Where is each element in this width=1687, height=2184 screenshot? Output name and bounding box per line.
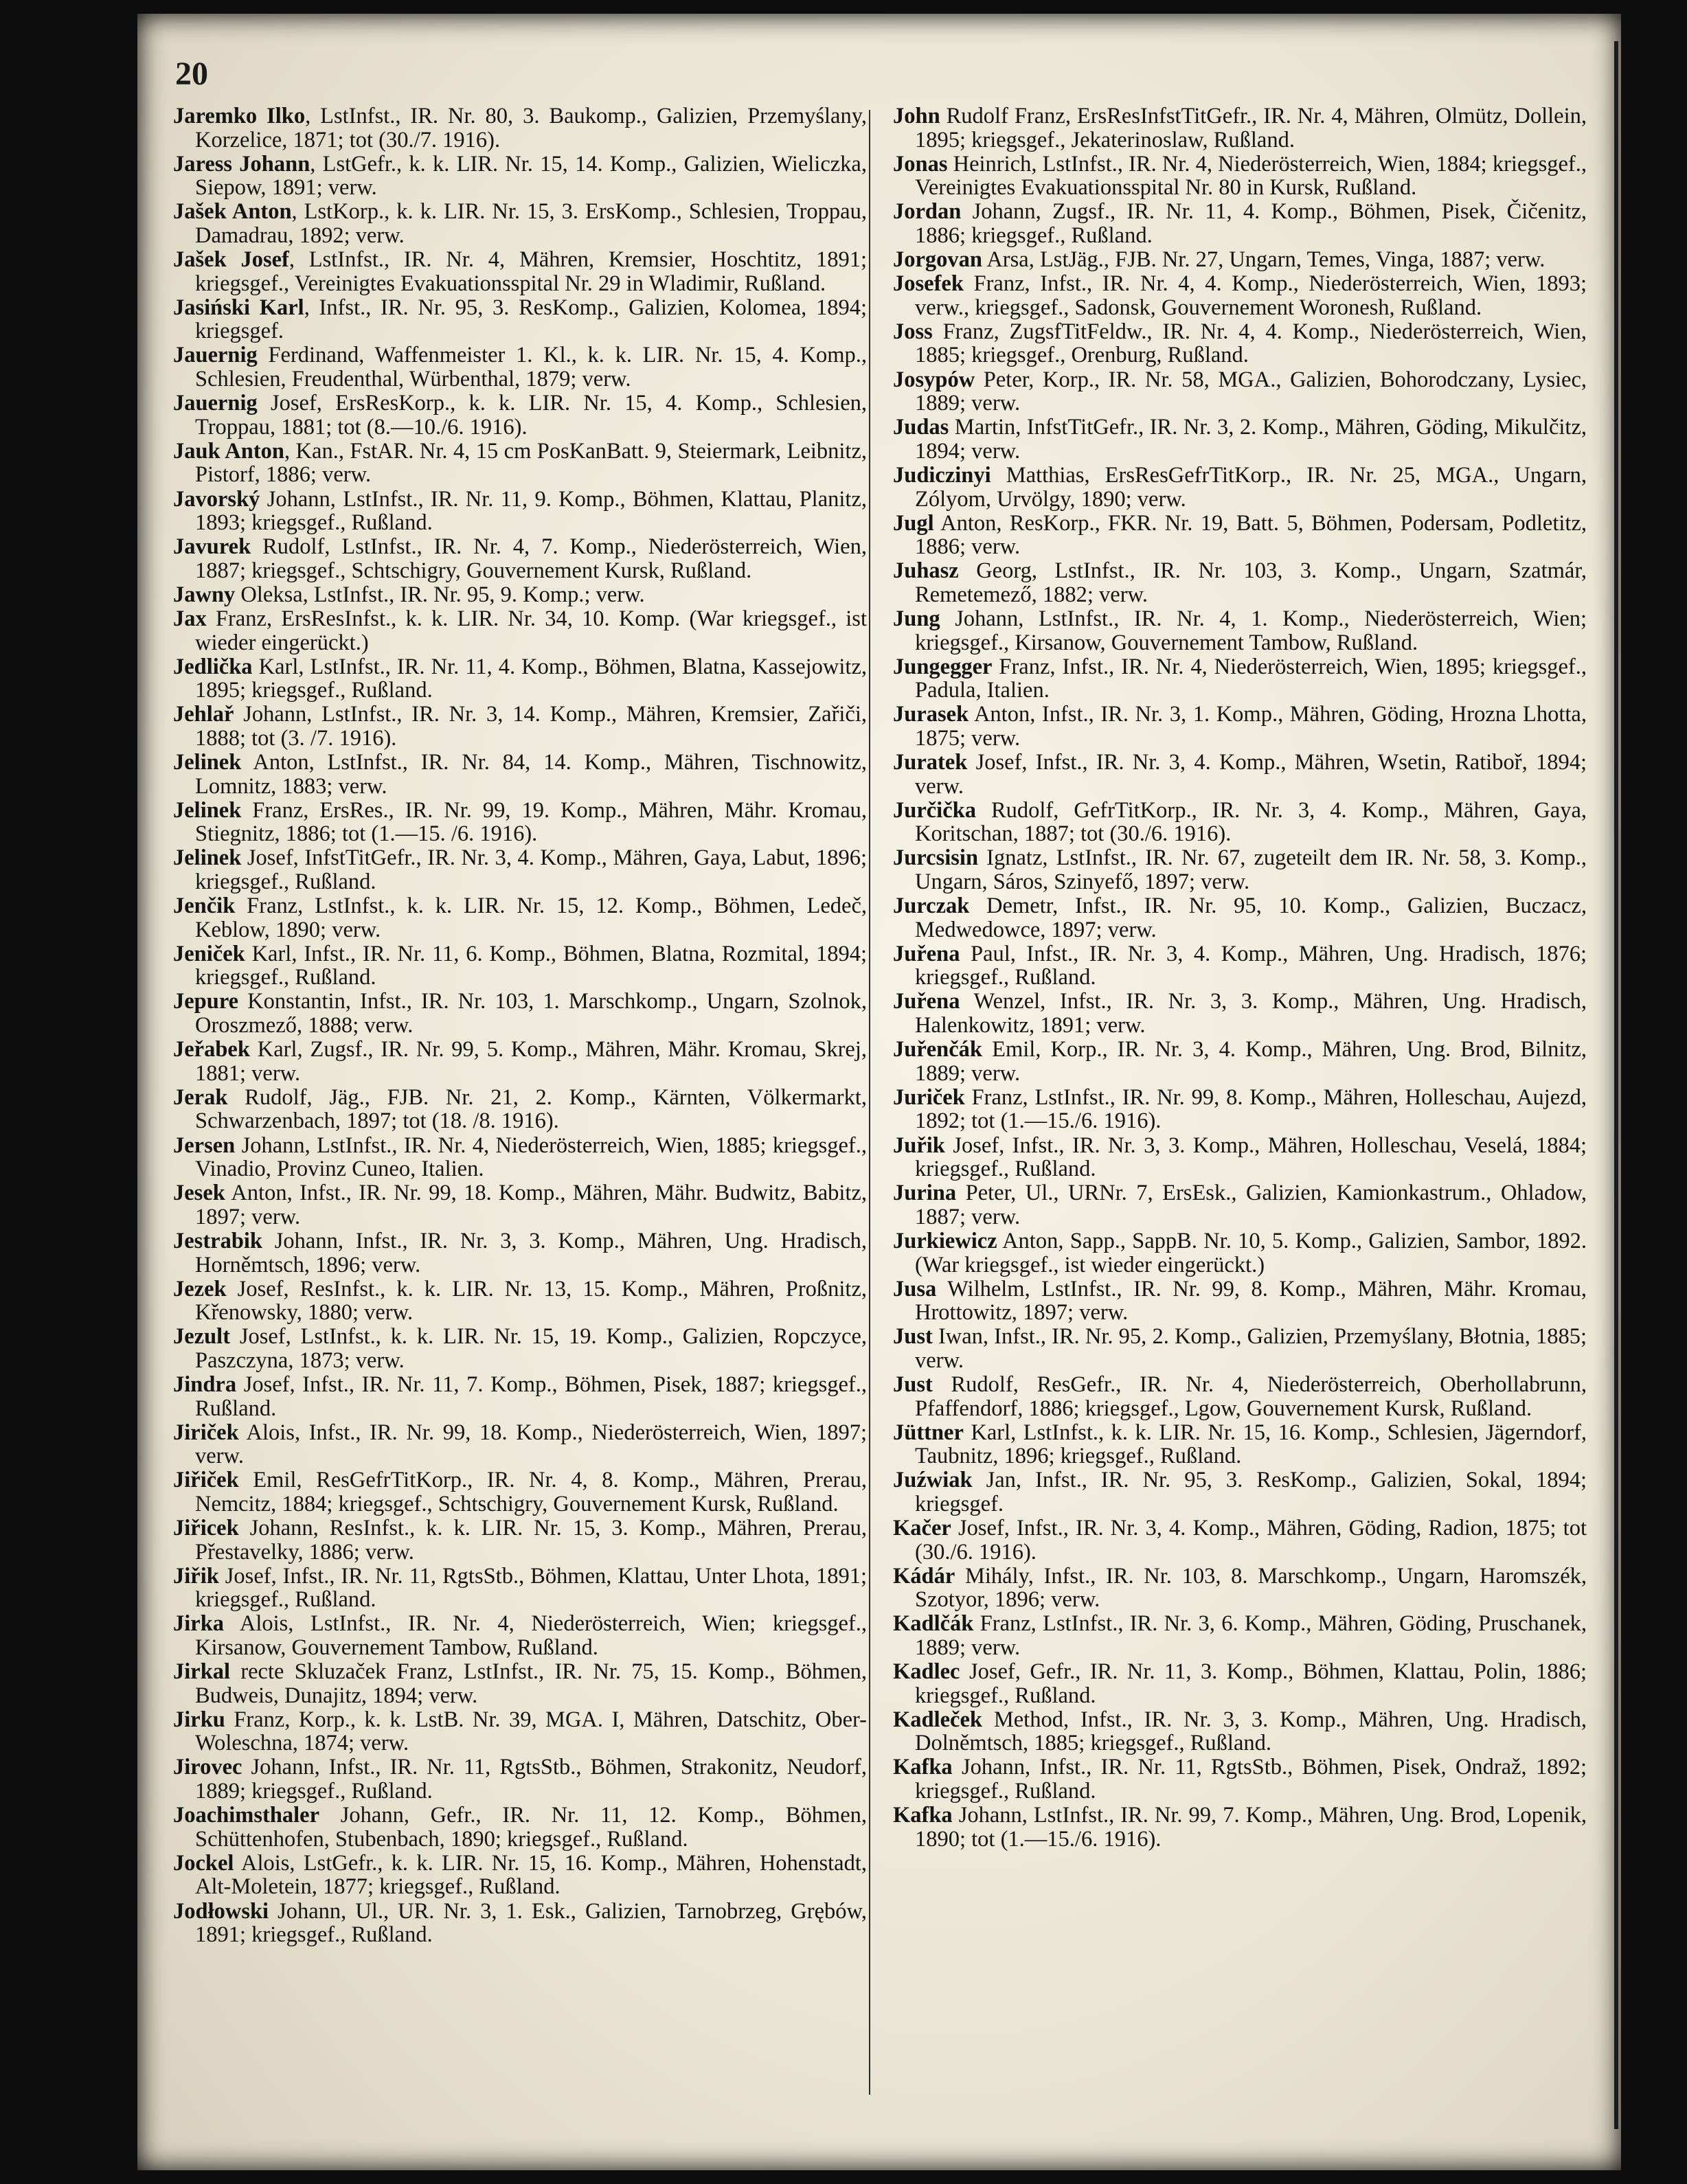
casualty-entry [173, 942, 867, 990]
casualty-entry [893, 1755, 1587, 1803]
entry-surname: Joss [893, 319, 933, 344]
entry-details: Rudolf, Jäg., FJB. Nr. 21, 2. Komp., Kärnten, Völkermarkt, Schwarzenbach, 1897; tot (18. /8. 1916). [195, 1084, 867, 1134]
entry-details: Johann, Ul., UR. Nr. 3, 1. Esk., Galizien, Tarnobrzeg, Grębów, 1891; kriegsgef., Rußland. [195, 1898, 867, 1948]
entry-details: Johann, Infst., IR. Nr. 11, RgtsStb., Böhmen, Pisek, Ondraž, 1892; kriegsgef., Rußland. [915, 1755, 1587, 1804]
entry-details: Demetr, Infst., IR. Nr. 95, 10. Komp., Galizien, Buczacz, Medwedowce, 1897; verw. [915, 894, 1587, 942]
casualty-entry [893, 416, 1587, 463]
entry-surname: Juřena [893, 941, 960, 966]
casualty-entry [173, 655, 867, 703]
entry-details: Ignatz, LstInfst., IR. Nr. 67, zugeteilt dem IR. Nr. 58, 3. Komp., Ungarn, Sáros, Szinyefő, 1897; verw. [915, 845, 1587, 894]
casualty-entry [893, 942, 1587, 990]
entry-details: Anton, Infst., IR. Nr. 99, 18. Komp., Mähren, Mähr. Budwitz, Babitz, 1897; verw. [195, 1181, 867, 1229]
entry-surname: Jax [173, 606, 207, 631]
entry-surname: Jaremko Ilko [173, 104, 306, 128]
casualty-entry [173, 1900, 867, 1947]
casualty-entry [173, 1708, 867, 1755]
entry-details: Wenzel, Infst., IR. Nr. 3, 3. Komp., Mähren, Ung. Hradisch, Halenkowitz, 1891; verw. [915, 989, 1587, 1038]
casualty-entry [173, 104, 867, 152]
entry-details: Rudolf, LstInfst., IR. Nr. 4, 7. Komp., Niederösterreich, Wien, 1887; kriegsgef., Schtschigry, Gouvernement Kursk, Rußland. [195, 534, 867, 583]
entry-surname: Just [893, 1324, 933, 1350]
entry-surname: Jeřabek [173, 1037, 250, 1062]
entry-surname: Kafka [893, 1755, 953, 1780]
entry-details: Franz, LstInfst., IR. Nr. 3, 6. Komp., Mähren, Göding, Pruschanek, 1889; verw. [915, 1611, 1587, 1660]
casualty-entry [893, 559, 1587, 606]
entry-details: Martin, InfstTitGefr., IR. Nr. 3, 2. Komp., Mähren, Göding, Mikulčitz, 1894; verw. [915, 415, 1587, 464]
casualty-entry [173, 607, 867, 655]
casualty-entry [893, 200, 1587, 247]
casualty-entry [893, 1612, 1587, 1659]
entry-details: Iwan, Infst., IR. Nr. 95, 2. Komp., Galizien, Przemyślany, Błotnia, 1885; verw. [915, 1324, 1587, 1373]
entry-details: Johann, LstInfst., IR. Nr. 99, 7. Komp., Mähren, Ung. Brod, Lopenik, 1890; tot (1.—15./6. 1916). [915, 1803, 1587, 1852]
casualty-entry [893, 1038, 1587, 1085]
entry-details: Franz, Infst., IR. Nr. 4, 4. Komp., Niederösterreich, Wien, 1893; verw., kriegsgef., Sadonsk, Gouvernement Woronesh, Rußland. [915, 271, 1587, 320]
entry-surname: Juřik [893, 1133, 945, 1158]
entry-details: , LstInfst., IR. Nr. 80, 3. Baukomp., Galizien, Przemyślany, Korzelice, 1871; tot (30./7. 1916). [195, 104, 867, 152]
casualty-entry [893, 248, 1587, 272]
entry-surname: Jauernig [173, 343, 258, 368]
casualty-entry [893, 846, 1587, 894]
casualty-entry [173, 1804, 867, 1851]
entry-surname: Jašek Anton [173, 199, 292, 225]
casualty-entry [893, 368, 1587, 416]
entry-surname: Juriček [893, 1084, 965, 1110]
casualty-entry [173, 391, 867, 439]
casualty-entry [893, 607, 1587, 655]
casualty-entry [893, 990, 1587, 1037]
page-edge-line [1614, 41, 1618, 2129]
entry-surname: Jurczak [893, 894, 970, 919]
entry-details: Franz, ErsRes., IR. Nr. 99, 19. Komp., Mähren, Mähr. Kromau, Stiegnitz, 1886; tot (1.—15. /6. 1916). [195, 797, 867, 847]
entry-details: Arsa, LstJäg., FJB. Nr. 27, Ungarn, Temes, Vinga, 1887; verw. [982, 247, 1546, 273]
casualty-entry [893, 1325, 1587, 1372]
entry-details: Josef, ResInfst., k. k. LIR. Nr. 13, 15. Komp., Mähren, Proßnitz, Křenowsky, 1880; verw. [195, 1276, 867, 1326]
entry-surname: Javurek [173, 534, 251, 560]
entry-surname: Jehlař [173, 702, 234, 727]
casualty-entry [173, 703, 867, 750]
entry-surname: Judas [893, 415, 949, 440]
entry-surname: Jauk Anton [173, 438, 284, 464]
casualty-entry [893, 799, 1587, 846]
casualty-entry [893, 1660, 1587, 1707]
entry-surname: Juřena [893, 989, 960, 1014]
entry-details: Anton, Sapp., SappB. Nr. 10, 5. Komp., Galizien, Sambor, 1892. (War kriegsgef., ist wieder eingerückt.) [915, 1228, 1587, 1277]
entry-details: Johann, LstInfst., IR. Nr. 4, 1. Komp., Niederösterreich, Wien; kriegsgef., Kirsanow, Gouvernement Tambow, Rußland. [915, 606, 1587, 655]
casualty-entry [173, 1277, 867, 1325]
entry-surname: Jungegger [893, 654, 993, 679]
casualty-entry [893, 1181, 1587, 1229]
entry-surname: Jepure [173, 989, 239, 1014]
entry-surname: Kafka [893, 1803, 953, 1828]
entry-surname: Kačer [893, 1516, 951, 1541]
entry-details: Johann, Zugsf., IR. Nr. 11, 4. Komp., Böhmen, Pisek, Čičenitz, 1886; kriegsgef., Rußland. [915, 199, 1587, 248]
entry-surname: Jiřicek [173, 1516, 239, 1541]
casualty-entry [893, 104, 1587, 152]
entry-surname: Jezek [173, 1276, 227, 1301]
entry-details: Franz, Infst., IR. Nr. 4, Niederösterreich, Wien, 1895; kriegsgef., Padula, Italien. [915, 654, 1587, 703]
casualty-entry [893, 1086, 1587, 1133]
entry-surname: Jurčička [893, 797, 976, 823]
entry-surname: Jurina [893, 1181, 957, 1206]
entry-details: Franz, Korp., k. k. LstB. Nr. 39, MGA. I, Mähren, Datschitz, Ober-Woleschna, 1874; verw. [195, 1707, 867, 1756]
casualty-entry [173, 248, 867, 295]
entry-surname: Jordan [893, 199, 962, 225]
casualty-entry [893, 1421, 1587, 1468]
casualty-entry [173, 1421, 867, 1468]
entry-surname: Jezult [173, 1324, 231, 1350]
entry-surname: Jelinek [173, 750, 242, 775]
entry-details: Mihály, Infst., IR. Nr. 103, 8. Marschkomp., Ungarn, Haromszék, Szotyor, 1896; verw. [915, 1563, 1587, 1613]
entry-details: Josef, Gefr., IR. Nr. 11, 3. Komp., Böhmen, Klattau, Polin, 1886; kriegsgef., Rußland. [915, 1659, 1587, 1708]
casualty-entry [893, 1229, 1587, 1277]
casualty-entry [173, 535, 867, 582]
entry-details: Johann, Infst., IR. Nr. 11, RgtsStb., Böhmen, Strakonitz, Neudorf, 1889; kriegsgef., Rußland. [195, 1755, 867, 1804]
casualty-entry [173, 799, 867, 846]
entry-surname: Jugl [893, 510, 934, 536]
casualty-entry [173, 1852, 867, 1899]
entry-surname: Jedlička [173, 654, 253, 679]
casualty-entry [173, 1373, 867, 1420]
entry-surname: John [893, 104, 940, 128]
casualty-entry [173, 1181, 867, 1229]
entry-details: Josef, Infst., IR. Nr. 11, 7. Komp., Böhmen, Pisek, 1887; kriegsgef., Rußland. [195, 1372, 867, 1421]
entry-surname: Jiriček [173, 1420, 239, 1445]
entry-surname: Jindra [173, 1372, 237, 1397]
casualty-entry [893, 512, 1587, 559]
casualty-entry [893, 464, 1587, 511]
entry-surname: Josypów [893, 367, 975, 392]
entry-surname: Kadleček [893, 1707, 982, 1732]
entry-details: Emil, ResGefrTitKorp., IR. Nr. 4, 8. Komp., Mähren, Prerau, Nemcitz, 1884; kriegsgef., Schtschigry, Gouvernement Kursk, Rußland. [195, 1468, 867, 1516]
entry-details: Josef, InfstTitGefr., IR. Nr. 3, 4. Komp., Mähren, Gaya, Labut, 1896; kriegsgef., Rußland. [195, 845, 867, 894]
entry-surname: Just [893, 1372, 933, 1397]
casualty-entry [893, 1516, 1587, 1564]
casualty-entry [173, 343, 867, 391]
entry-surname: Jawny [173, 582, 236, 607]
casualty-entry [173, 1755, 867, 1803]
entry-details: Franz, LstInfst., IR. Nr. 99, 8. Komp., Mähren, Holleschau, Aujezd, 1892; tot (1.—15./6. 1916). [915, 1084, 1587, 1134]
casualty-entry [173, 1086, 867, 1133]
entry-surname: Jiřik [173, 1563, 219, 1589]
entry-surname: Juhasz [893, 558, 959, 584]
entry-surname: Jasiński Karl [173, 295, 304, 320]
entry-surname: Jüttner [893, 1420, 964, 1445]
entry-details: Josef, ErsResKorp., k. k. LIR. Nr. 15, 4. Komp., Schlesien, Troppau, 1881; tot (8.—10./6. 1916). [195, 391, 867, 440]
entry-details: Konstantin, Infst., IR. Nr. 103, 1. Marschkomp., Ungarn, Szolnok, Oroszmező, 1888; verw. [195, 989, 867, 1038]
entry-details: Oleksa, LstInfst., IR. Nr. 95, 9. Komp.; verw. [235, 582, 645, 607]
casualty-entry [173, 990, 867, 1037]
entry-details: Johann, LstInfst., IR. Nr. 3, 14. Komp., Mähren, Kremsier, Zařiči, 1888; tot (3. /7. 1916). [195, 702, 867, 751]
entry-surname: Jusa [893, 1276, 937, 1301]
entry-details: Peter, Ul., URNr. 7, ErsEsk., Galizien, Kamionkastrum., Ohladow, 1887; verw. [915, 1181, 1587, 1229]
entry-details: , LstGefr., k. k. LIR. Nr. 15, 14. Komp., Galizien, Wieliczka, Siepow, 1891; verw. [195, 151, 867, 201]
entry-surname: Jirkal [173, 1659, 231, 1685]
casualty-entry [893, 1134, 1587, 1181]
entry-surname: Jodłowski [173, 1898, 269, 1924]
entry-surname: Jašek Josef [173, 247, 289, 273]
entry-details: Alois, LstInfst., IR. Nr. 4, Niederösterreich, Wien; kriegsgef., Kirsanow, Gouvernement Tambow, Rußland. [195, 1611, 867, 1660]
entry-details: Johann, Infst., IR. Nr. 3, 3. Komp., Mähren, Ung. Hradisch, Horněmtsch, 1896; verw. [195, 1228, 867, 1277]
entry-surname: Jestrabik [173, 1228, 262, 1253]
entry-surname: Jurcsisin [893, 845, 979, 871]
entry-details: Jan, Infst., IR. Nr. 95, 3. ResKomp., Galizien, Sokal, 1894; kriegsgef. [915, 1468, 1587, 1516]
casualty-entry [893, 894, 1587, 942]
entry-surname: Jaress Johann [173, 151, 310, 177]
entry-details: Matthias, ErsResGefrTitKorp., IR. Nr. 25, MGA., Ungarn, Zólyom, Urvölgy, 1890; verw. [915, 462, 1587, 512]
entry-surname: Jirovec [173, 1755, 242, 1780]
entry-details: Johann, ResInfst., k. k. LIR. Nr. 15, 3. Komp., Mähren, Prerau, Přestavelky, 1886; verw. [195, 1516, 867, 1565]
entry-surname: Jauernig [173, 391, 258, 416]
entry-details: Franz, LstInfst., k. k. LIR. Nr. 15, 12. Komp., Böhmen, Ledeč, Keblow, 1890; verw. [195, 894, 867, 942]
casualty-entry [893, 1708, 1587, 1755]
entry-details: Peter, Korp., IR. Nr. 58, MGA., Galizien, Bohorodczany, Lysiec, 1889; verw. [915, 367, 1587, 416]
entry-surname: Jesek [173, 1181, 225, 1206]
right-column [893, 104, 1587, 1852]
entry-details: , Kan., FstAR. Nr. 4, 15 cm PosKanBatt. 9, Steiermark, Leibnitz, Pistorf, 1886; verw. [195, 438, 868, 488]
entry-details: Emil, Korp., IR. Nr. 3, 4. Komp., Mähren, Ung. Brod, Bilnitz, 1889; verw. [915, 1037, 1587, 1086]
entry-details: Method, Infst., IR. Nr. 3, 3. Komp., Mähren, Ung. Hradisch, Dolněmtsch, 1885; kriegsgef., Rußland. [915, 1707, 1587, 1756]
casualty-entry [893, 655, 1587, 703]
entry-details: Josef, Infst., IR. Nr. 11, RgtsStb., Böhmen, Klattau, Unter Lhota, 1891; kriegsgef., Rußland. [195, 1563, 867, 1613]
entry-surname: Jenčik [173, 894, 236, 919]
entry-surname: Jerak [173, 1084, 228, 1110]
entry-surname: Jung [893, 606, 940, 631]
entry-surname: Jonas [893, 151, 948, 177]
casualty-entry [893, 320, 1587, 367]
casualty-entry [173, 152, 867, 200]
entry-surname: Jelinek [173, 845, 242, 871]
entry-details: Karl, LstInfst., k. k. LIR. Nr. 15, 16. Komp., Schlesien, Jägerndorf, Taubnitz, 1896; kriegsgef., Rußland. [915, 1420, 1587, 1469]
entry-details: Heinrich, LstInfst., IR. Nr. 4, Niederösterreich, Wien, 1884; kriegsgef., Vereinigtes Evakuationsspital Nr. 80 in Kursk, Rußland. [915, 151, 1587, 201]
entry-details: Anton, Infst., IR. Nr. 3, 1. Komp., Mähren, Göding, Hrozna Lhotta, 1875; verw. [915, 702, 1587, 751]
casualty-entry [893, 1804, 1587, 1851]
entry-surname: Jersen [173, 1133, 236, 1158]
entry-surname: Kádár [893, 1563, 955, 1589]
entry-details: Josef, Infst., IR. Nr. 3, 3. Komp., Mähren, Holleschau, Veselá, 1884; kriegsgef., Rußland. [915, 1133, 1587, 1182]
casualty-entry [173, 1325, 867, 1372]
entry-surname: Javorský [173, 486, 260, 512]
entry-details: , LstInfst., IR. Nr. 4, Mähren, Kremsier, Hoschtitz, 1891; kriegsgef., Vereinigtes Evakuationsspital Nr. 29 in Wladimir, Rußland. [195, 247, 867, 296]
casualty-entry [173, 1565, 867, 1612]
casualty-entry [893, 751, 1587, 798]
entry-surname: Juźwiak [893, 1468, 973, 1493]
entry-surname: Kadlec [893, 1659, 960, 1685]
casualty-entry [173, 296, 867, 343]
entry-details: Johann, LstInfst., IR. Nr. 11, 9. Komp., Böhmen, Klattau, Planitz, 1893; kriegsgef., Rußland. [195, 486, 867, 536]
entry-details: Karl, Zugsf., IR. Nr. 99, 5. Komp., Mähren, Mähr. Kromau, Skrej, 1881; verw. [195, 1037, 867, 1086]
entry-details: Georg, LstInfst., IR. Nr. 103, 3. Komp., Ungarn, Szatmár, Remetemező, 1882; verw. [915, 558, 1587, 607]
entry-details: Karl, LstInfst., IR. Nr. 11, 4. Komp., Böhmen, Blatna, Kassejowitz, 1895; kriegsgef., Rußland. [195, 654, 867, 703]
entry-surname: Jirka [173, 1611, 225, 1637]
entry-details: Johann, LstInfst., IR. Nr. 4, Niederösterreich, Wien, 1885; kriegsgef., Vinadio, Provinz Cuneo, Italien. [195, 1133, 867, 1182]
entry-surname: Jorgovan [893, 247, 982, 273]
casualty-entry [173, 1612, 867, 1659]
casualty-entry [173, 1516, 867, 1564]
entry-surname: Juřenčák [893, 1037, 982, 1062]
casualty-entry [893, 1565, 1587, 1612]
entry-details: Anton, LstInfst., IR. Nr. 84, 14. Komp., Mähren, Tischnowitz, Lomnitz, 1883; verw. [195, 750, 867, 799]
casualty-entry [173, 1660, 867, 1707]
entry-details: Franz, ErsResInfst., k. k. LIR. Nr. 34, 10. Komp. (War kriegsgef., ist wieder eingerückt.) [195, 606, 867, 655]
entry-details: Josef, Infst., IR. Nr. 3, 4. Komp., Mähren, Wsetin, Ratiboř, 1894; verw. [915, 750, 1587, 799]
casualty-entry [173, 1134, 867, 1181]
casualty-entry [173, 440, 867, 487]
entry-details: Wilhelm, LstInfst., IR. Nr. 99, 8. Komp., Mähren, Mähr. Kromau, Hrottowitz, 1897; verw. [915, 1276, 1587, 1326]
casualty-entry [173, 200, 867, 247]
casualty-entry [173, 1038, 867, 1085]
casualty-entry [173, 751, 867, 798]
entry-surname: Jelinek [173, 797, 242, 823]
entry-details: Rudolf Franz, ErsResInfstTitGefr., IR. Nr. 4, Mähren, Olmütz, Dollein, 1895; kriegsgef., Jekaterinoslaw, Rußland. [915, 104, 1587, 152]
entry-surname: Jiřiček [173, 1468, 239, 1493]
entry-details: Rudolf, ResGefr., IR. Nr. 4, Niederösterreich, Oberhollabrunn, Pfaffendorf, 1886; kriegsgef., Lgow, Gouvernement Kursk, Rußland. [915, 1372, 1587, 1421]
casualty-entry [893, 1277, 1587, 1325]
entry-details: Karl, Infst., IR. Nr. 11, 6. Komp., Böhmen, Blatna, Rozmital, 1894; kriegsgef., Rußland. [195, 941, 867, 990]
column-divider [869, 110, 870, 2095]
casualty-entry [893, 272, 1587, 319]
entry-details: Paul, Infst., IR. Nr. 3, 4. Komp., Mähren, Ung. Hradisch, 1876; kriegsgef., Rußland. [915, 941, 1587, 990]
page-number: 20 [175, 56, 208, 92]
entry-details: recte Skluzaček Franz, LstInfst., IR. Nr. 75, 15. Komp., Böhmen, Budweis, Dunajitz, 1894; verw. [195, 1659, 867, 1708]
casualty-entry [893, 703, 1587, 750]
entry-surname: Jurasek [893, 702, 969, 727]
casualty-entry [893, 1373, 1587, 1420]
casualty-entry [173, 1468, 867, 1516]
casualty-entry [173, 846, 867, 894]
entry-details: , Infst., IR. Nr. 95, 3. ResKomp., Galizien, Kolomea, 1894; kriegsgef. [195, 295, 867, 344]
entry-surname: Kadlčák [893, 1611, 974, 1637]
entry-surname: Juratek [893, 750, 968, 775]
entry-details: Rudolf, GefrTitKorp., IR. Nr. 3, 4. Komp., Mähren, Gaya, Koritschan, 1887; tot (30./6. 1916). [915, 797, 1587, 847]
left-column [173, 104, 867, 1947]
entry-details: Anton, ResKorp., FKR. Nr. 19, Batt. 5, Böhmen, Podersam, Podletitz, 1886; verw. [915, 510, 1587, 560]
casualty-entry [173, 583, 867, 607]
entry-details: Alois, Infst., IR. Nr. 99, 18. Komp., Niederösterreich, Wien, 1897; verw. [195, 1420, 867, 1469]
entry-details: Josef, Infst., IR. Nr. 3, 4. Komp., Mähren, Göding, Radion, 1875; tot (30./6. 1916). [915, 1516, 1587, 1565]
casualty-entry [893, 152, 1587, 200]
entry-surname: Jockel [173, 1850, 234, 1876]
entry-details: , LstKorp., k. k. LIR. Nr. 15, 3. ErsKomp., Schlesien, Troppau, Damadrau, 1892; verw. [195, 199, 867, 248]
entry-surname: Jurkiewicz [893, 1228, 997, 1253]
entry-details: Josef, LstInfst., k. k. LIR. Nr. 15, 19. Komp., Galizien, Ropczyce, Paszczyna, 1873; verw. [195, 1324, 867, 1373]
entry-details: Franz, ZugsfTitFeldw., IR. Nr. 4, 4. Komp., Niederösterreich, Wien, 1885; kriegsgef., Orenburg, Rußland. [915, 319, 1587, 368]
entry-surname: Joachimsthaler [173, 1803, 320, 1828]
entry-surname: Jeniček [173, 941, 245, 966]
entry-details: Ferdinand, Waffenmeister 1. Kl., k. k. LIR. Nr. 15, 4. Komp., Schlesien, Freudenthal, Würbenthal, 1879; verw. [195, 343, 867, 392]
entry-details: Alois, LstGefr., k. k. LIR. Nr. 15, 16. Komp., Mähren, Hohenstadt, Alt-Moletein, 1877; kriegsgef., Rußland. [195, 1850, 867, 1900]
casualty-entry [173, 488, 867, 535]
entry-surname: Josefek [893, 271, 964, 297]
entry-surname: Jirku [173, 1707, 225, 1732]
casualty-entry [173, 1229, 867, 1277]
entry-details: Johann, Gefr., IR. Nr. 11, 12. Komp., Böhmen, Schüttenhofen, Stubenbach, 1890; kriegsgef., Rußland. [195, 1803, 867, 1852]
entry-surname: Judiczinyi [893, 462, 991, 488]
casualty-entry [173, 894, 867, 942]
casualty-entry [893, 1468, 1587, 1516]
